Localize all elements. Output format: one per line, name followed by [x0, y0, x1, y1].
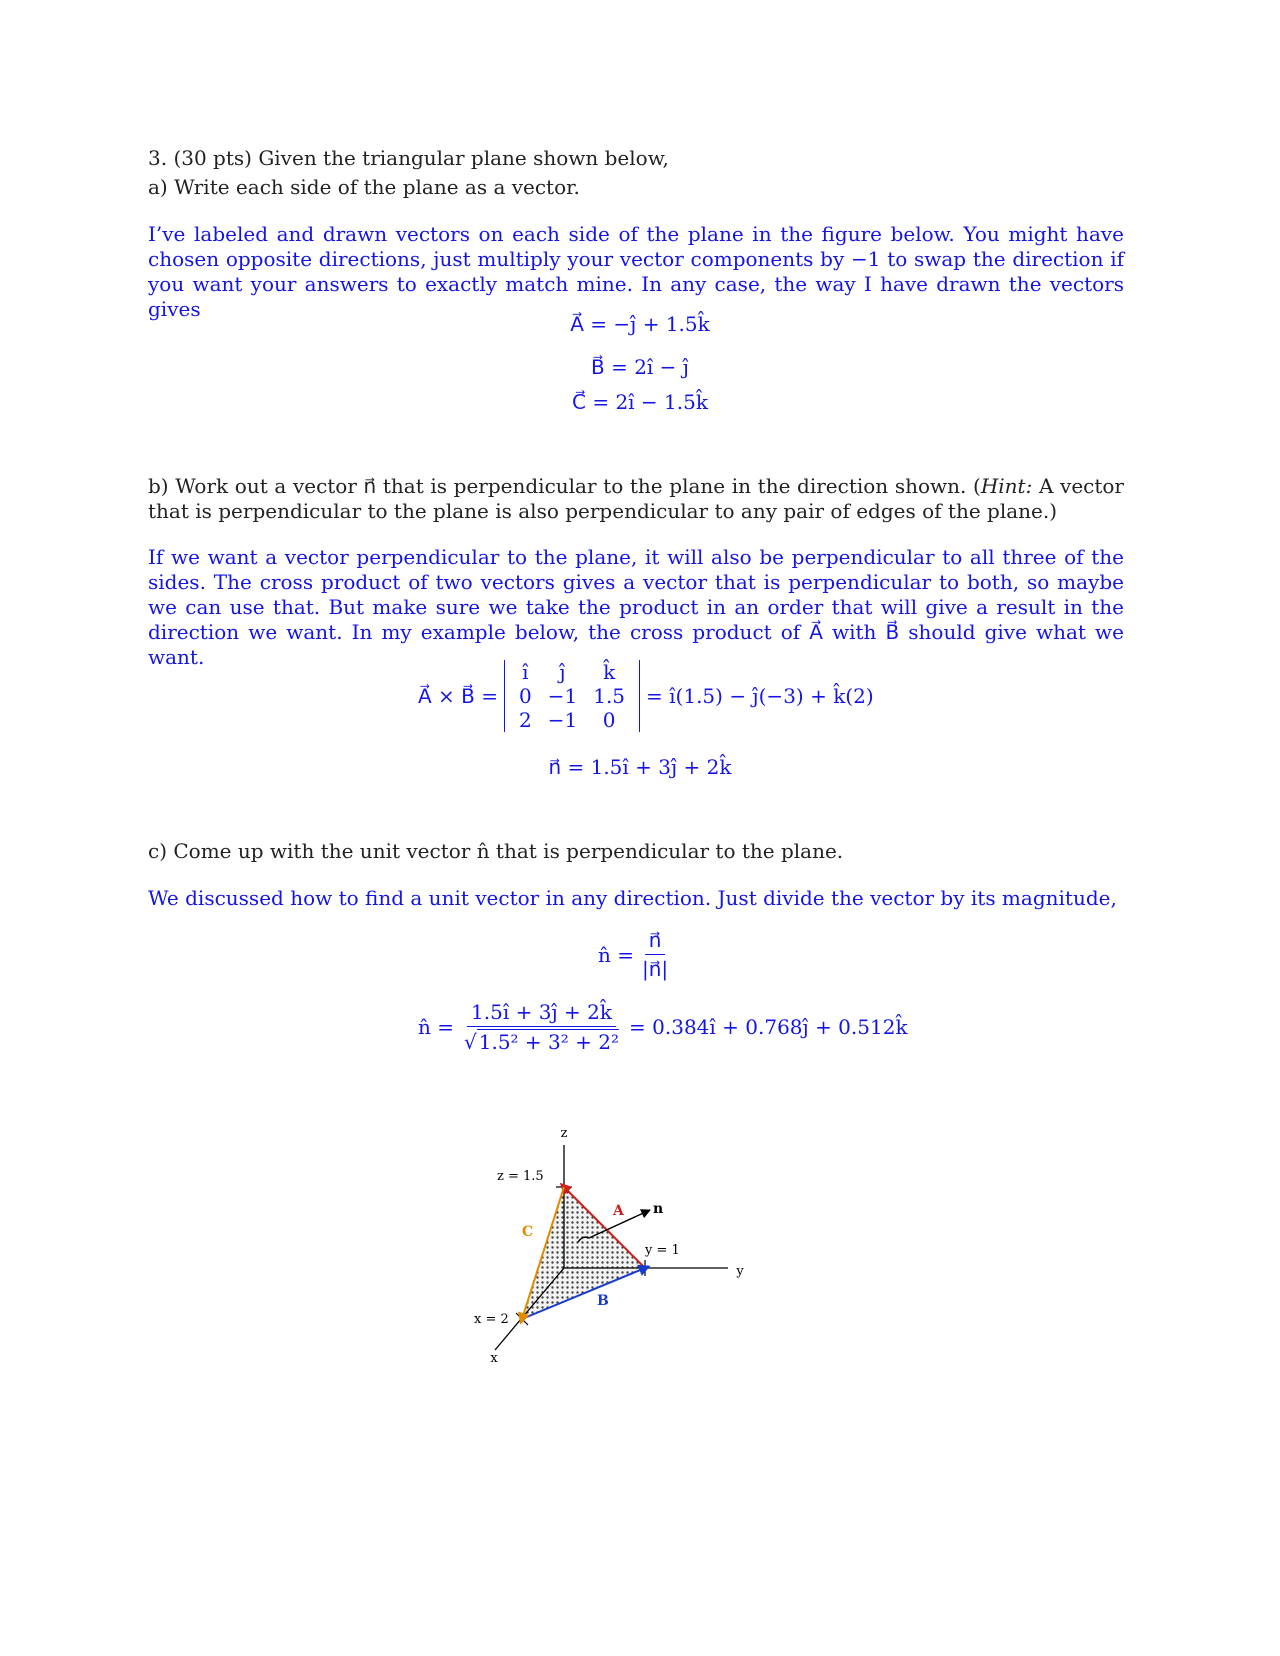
axis-y-label: y	[736, 1264, 744, 1279]
part-b-answer: If we want a vector perpendicular to the plane, it will also be perpendicular to all three of the sides. The cross product of two vectors gives a vector that is perpendicular to both, so maybe we can use that. But make sure we take the product in an order that will give a result in the direction we want. In my example below, the cross product of A⃗ with B⃗ should give what we want.	[148, 545, 1124, 669]
x-intercept-label: x = 2	[474, 1312, 509, 1327]
axis-x-label: x	[490, 1351, 498, 1366]
unit-lhs: n̂ =	[598, 942, 634, 967]
x-axis-line	[495, 1268, 564, 1350]
det-cell: 2	[519, 708, 532, 732]
axis-z-label: z	[560, 1126, 568, 1141]
det-cell: 1.5	[593, 684, 626, 708]
part-b-hint-label: Hint:	[980, 474, 1033, 498]
det-cell: 0	[519, 684, 532, 708]
edge-C-label: C	[522, 1224, 534, 1240]
cross-lhs: A⃗ × B⃗ =	[418, 684, 498, 708]
part-b-prefix: b) Work out a vector n⃗ that is perpendicular to the plane in the direction shown. (	[148, 474, 981, 498]
sqrt-radicand: 1.5² + 3² + 2²	[478, 1030, 620, 1054]
part-b-question	[148, 474, 1124, 524]
det-cell: k̂	[603, 660, 616, 684]
part-a-question: a) Write each side of the plane as a vector.	[148, 175, 580, 199]
unit-fraction	[638, 928, 672, 981]
equation-n: n⃗ = 1.5î + 3ĵ + 2k̂	[548, 755, 732, 779]
unit-vector-result	[418, 1000, 908, 1054]
z-intercept-label: z = 1.5	[497, 1169, 544, 1184]
part-c-answer: We discussed how to find a unit vector in any direction. Just divide the vector by its magnitude,	[148, 886, 1117, 910]
part-b-suffix: A vector that is perpendicular to the plane is also perpendicular to any pair of edges of the plane.)	[148, 474, 1124, 523]
cross-rhs: = î(1.5) − ĵ(−3) + k̂(2)	[646, 684, 874, 708]
result-numerator: 1.5î + 3ĵ + 2k̂	[467, 1000, 616, 1027]
equation-C: C⃗ = 2î − 1.5k̂	[572, 390, 708, 414]
unit-denominator: |n⃗|	[642, 957, 669, 981]
determinant	[504, 660, 640, 732]
result-fraction	[460, 1000, 623, 1054]
problem-title: 3. (30 pts) Given the triangular plane shown below,	[148, 146, 669, 170]
result-denominator	[460, 1027, 623, 1054]
triangular-plane-figure	[470, 1125, 800, 1420]
normal-label: n	[653, 1201, 664, 1217]
unit-vector-definition	[598, 928, 672, 981]
unit-numerator: n⃗	[645, 928, 666, 955]
det-cell: 0	[602, 708, 616, 732]
det-cell: î	[522, 660, 529, 684]
part-c-question: c) Come up with the unit vector n̂ that is perpendicular to the plane.	[148, 839, 844, 863]
equation-A: A⃗ = −ĵ + 1.5k̂	[570, 312, 710, 336]
y-intercept-label: y = 1	[645, 1243, 680, 1258]
det-cell: −1	[547, 708, 578, 732]
result-rhs: = 0.384î + 0.768ĵ + 0.512k̂	[629, 1015, 908, 1039]
cross-product-equation	[418, 660, 874, 732]
det-cell: −1	[547, 684, 578, 708]
det-cell: ĵ	[559, 660, 566, 684]
sqrt-symbol: √	[464, 1030, 477, 1054]
equation-B: B⃗ = 2î − ĵ	[591, 355, 689, 379]
result-lhs: n̂ =	[418, 1015, 454, 1039]
edge-A-label: A	[613, 1203, 624, 1219]
part-a-answer: I’ve labeled and drawn vectors on each side of the plane in the figure below. You might have chosen opposite directions, just multiply your vector components by −1 to swap the direction if you want your answers to exactly match mine. In any case, the way I have drawn the vectors gives	[148, 222, 1124, 321]
edge-B-label: B	[597, 1293, 609, 1309]
